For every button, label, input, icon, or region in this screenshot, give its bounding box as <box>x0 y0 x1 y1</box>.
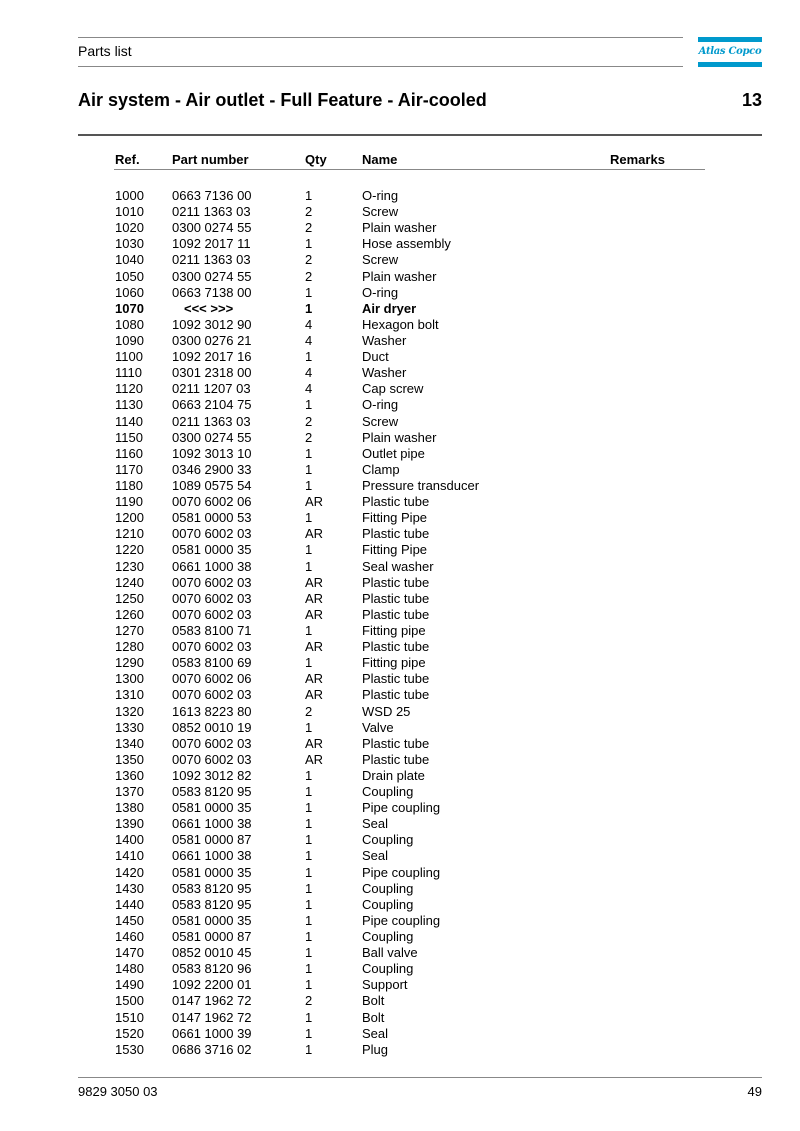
name-cell: Coupling <box>362 896 414 912</box>
qty-cell: 1 <box>305 848 313 864</box>
ref-cell: 1050 <box>115 268 144 284</box>
name-cell: Pressure transducer <box>362 477 480 493</box>
ref-cell: 1210 <box>115 526 144 542</box>
part-number-cell: 0661 1000 39 <box>172 1025 252 1041</box>
qty-cell: 4 <box>305 365 313 381</box>
ref-cell: 1040 <box>115 252 144 268</box>
part-number-cell: 1092 3012 90 <box>172 316 252 332</box>
qty-cell: AR <box>305 687 324 703</box>
table-row <box>0 993 800 1009</box>
qty-cell: 1 <box>305 188 313 203</box>
part-number-cell: 0661 1000 38 <box>172 816 252 832</box>
part-number-cell: 0300 0274 55 <box>172 268 252 284</box>
name-cell: Coupling <box>362 961 414 977</box>
part-number-cell: 0581 0000 87 <box>172 929 252 945</box>
qty-cell: 2 <box>305 703 313 719</box>
part-number-cell: 0583 8100 69 <box>172 655 252 671</box>
qty-cell: 1 <box>305 542 313 558</box>
table-row <box>0 220 800 236</box>
name-cell: Seal <box>362 848 389 864</box>
name-cell: Screw <box>362 252 399 268</box>
part-number-cell: 0211 1363 03 <box>172 204 251 220</box>
qty-cell: 4 <box>305 381 313 397</box>
table-row <box>0 365 800 381</box>
name-cell: Screw <box>362 413 399 429</box>
qty-cell: 1 <box>305 961 313 977</box>
qty-cell: 1 <box>305 349 313 365</box>
table-row <box>0 430 800 446</box>
qty-cell: 2 <box>305 413 313 429</box>
name-cell: Fitting pipe <box>362 622 426 638</box>
ref-cell: 1290 <box>115 655 144 671</box>
name-cell: Cap screw <box>362 381 424 397</box>
part-number-cell: 0070 6002 06 <box>172 671 252 687</box>
part-number-cell: 0852 0010 45 <box>172 945 252 961</box>
name-cell: Hose assembly <box>362 236 451 252</box>
ref-cell: 1060 <box>115 284 144 300</box>
qty-cell: 1 <box>305 300 313 316</box>
name-cell: Plain washer <box>362 429 437 445</box>
part-number-cell: 0211 1363 03 <box>172 252 251 268</box>
name-cell: Plug <box>362 1041 389 1057</box>
table-row <box>0 269 800 285</box>
table-row <box>0 414 800 430</box>
table-row <box>0 381 800 397</box>
table-row <box>0 542 800 558</box>
qty-cell: 4 <box>305 316 313 332</box>
table-row <box>0 526 800 542</box>
part-number-cell: 0581 0000 53 <box>172 510 252 526</box>
ref-cell: 1480 <box>115 961 144 977</box>
qty-cell: 1 <box>305 880 313 896</box>
qty-cell: AR <box>305 735 324 751</box>
table-row <box>0 607 800 623</box>
table-row <box>0 768 800 784</box>
table-row <box>0 559 800 575</box>
part-number-cell: 0583 8100 71 <box>172 622 252 638</box>
table-row <box>0 752 800 768</box>
qty-cell: AR <box>305 590 324 606</box>
footer-rule <box>78 1077 762 1078</box>
ref-cell: 1250 <box>115 590 144 606</box>
part-number-cell: 0147 1962 72 <box>172 993 252 1009</box>
part-number-cell: 0070 6002 03 <box>172 606 252 622</box>
name-cell: Coupling <box>362 832 414 848</box>
name-cell: Bolt <box>362 1009 385 1025</box>
ref-cell: 1460 <box>115 929 144 945</box>
name-cell: Plastic tube <box>362 639 430 655</box>
ref-cell: 1520 <box>115 1025 144 1041</box>
part-number-cell: 1089 0575 54 <box>172 477 252 493</box>
part-number-cell: 0301 2318 00 <box>172 365 252 381</box>
table-row <box>0 945 800 961</box>
name-cell: Seal washer <box>362 558 434 574</box>
qty-cell: 1 <box>305 558 313 574</box>
ref-cell: 1220 <box>115 542 144 558</box>
part-number-cell: 1092 2017 11 <box>172 236 251 252</box>
table-row <box>0 639 800 655</box>
name-cell: Plastic tube <box>362 687 430 703</box>
name-cell: Support <box>362 977 408 993</box>
table-row <box>0 317 800 333</box>
part-number-cell: 0852 0010 19 <box>172 719 252 735</box>
qty-cell: 1 <box>305 1041 313 1057</box>
ref-cell: 1070 <box>115 300 144 316</box>
header-label: Parts list <box>78 43 132 59</box>
qty-cell: 1 <box>305 397 313 413</box>
part-number-cell: 0346 2900 33 <box>172 461 252 477</box>
ref-cell: 1110 <box>115 365 142 381</box>
table-row <box>0 736 800 752</box>
ref-cell: 1170 <box>115 461 143 477</box>
ref-cell: 1260 <box>115 606 144 622</box>
table-row <box>0 397 800 413</box>
header-bottom-rule <box>78 66 683 67</box>
qty-cell: 1 <box>305 816 313 832</box>
qty-cell: AR <box>305 526 324 542</box>
ref-cell: 1000 <box>115 188 144 203</box>
part-number-cell: 0070 6002 03 <box>172 735 252 751</box>
name-cell: Duct <box>362 349 389 365</box>
ref-cell: 1280 <box>115 639 144 655</box>
ref-cell: 1410 <box>115 848 144 864</box>
table-row <box>0 301 800 317</box>
name-cell: Plain washer <box>362 220 437 236</box>
ref-cell: 1130 <box>115 397 143 413</box>
part-number-cell: 0070 6002 03 <box>172 526 252 542</box>
part-number-cell: <<< >>> <box>184 300 234 316</box>
part-number-cell: 0583 8120 95 <box>172 784 252 800</box>
qty-cell: 2 <box>305 252 313 268</box>
part-number-cell: 0300 0276 21 <box>172 332 252 348</box>
ref-cell: 1230 <box>115 558 144 574</box>
ref-cell: 1420 <box>115 864 144 880</box>
document-number: 9829 3050 03 <box>78 1084 158 1099</box>
ref-cell: 1300 <box>115 671 144 687</box>
column-header-part-number: Part number <box>172 152 249 167</box>
table-row <box>0 1026 800 1042</box>
part-number-cell: 0581 0000 35 <box>172 864 252 880</box>
title-rule <box>78 134 762 136</box>
name-cell: Fitting Pipe <box>362 510 428 526</box>
table-row <box>0 1042 800 1058</box>
table-row <box>0 349 800 365</box>
table-row <box>0 897 800 913</box>
table-row <box>0 236 800 252</box>
part-number-cell: 0147 1962 72 <box>172 1009 252 1025</box>
ref-cell: 1370 <box>115 784 144 800</box>
table-row <box>0 575 800 591</box>
part-number-cell: 0211 1207 03 <box>172 381 251 397</box>
qty-cell: 1 <box>305 896 313 912</box>
name-cell: Washer <box>362 365 407 381</box>
qty-cell: 1 <box>305 510 313 526</box>
name-cell: O-ring <box>362 397 399 413</box>
ref-cell: 1240 <box>115 574 144 590</box>
table-row <box>0 816 800 832</box>
qty-cell: 1 <box>305 461 313 477</box>
table-row <box>0 720 800 736</box>
part-number-cell: 0583 8120 96 <box>172 961 252 977</box>
ref-cell: 1350 <box>115 751 144 767</box>
name-cell: Plastic tube <box>362 606 430 622</box>
name-cell: WSD 25 <box>362 703 411 719</box>
name-cell: Pipe coupling <box>362 800 441 816</box>
column-header-qty: Qty <box>305 152 327 167</box>
qty-cell: 1 <box>305 977 313 993</box>
column-header-remarks: Remarks <box>610 152 665 167</box>
part-number-cell: 1092 2017 16 <box>172 349 252 365</box>
table-header-rule <box>114 169 705 170</box>
ref-cell: 1360 <box>115 767 144 783</box>
ref-cell: 1200 <box>115 510 144 526</box>
table-row <box>0 832 800 848</box>
qty-cell: 2 <box>305 429 313 445</box>
name-cell: Fitting pipe <box>362 655 426 671</box>
part-number-cell: 1613 8223 80 <box>172 703 252 719</box>
table-row <box>0 929 800 945</box>
name-cell: Plastic tube <box>362 735 430 751</box>
part-number-cell: 0663 7138 00 <box>172 284 252 300</box>
table-row <box>0 865 800 881</box>
ref-cell: 1310 <box>115 687 144 703</box>
name-cell: O-ring <box>362 188 399 203</box>
name-cell: Hexagon bolt <box>362 316 439 332</box>
name-cell: Plastic tube <box>362 574 430 590</box>
part-number-cell: 0661 1000 38 <box>172 848 252 864</box>
qty-cell: 1 <box>305 236 313 252</box>
table-row <box>0 671 800 687</box>
ref-cell: 1020 <box>115 220 144 236</box>
table-row <box>0 252 800 268</box>
qty-cell: 1 <box>305 800 313 816</box>
part-number-cell: 0300 0274 55 <box>172 220 252 236</box>
ref-cell: 1140 <box>115 413 143 429</box>
atlas-copco-logo <box>698 37 762 67</box>
name-cell: Air dryer <box>362 300 417 316</box>
ref-cell: 1270 <box>115 622 144 638</box>
part-number-cell: 0070 6002 03 <box>172 751 252 767</box>
logo-top-band <box>698 37 762 42</box>
name-cell: Screw <box>362 204 399 220</box>
table-row <box>0 204 800 220</box>
ref-cell: 1490 <box>115 977 144 993</box>
qty-cell: 1 <box>305 284 313 300</box>
qty-cell: 1 <box>305 622 313 638</box>
column-header-ref: Ref. <box>115 152 140 167</box>
section-number: 13 <box>741 90 762 110</box>
name-cell: Outlet pipe <box>362 445 425 461</box>
qty-cell: AR <box>305 639 324 655</box>
part-number-cell: 0583 8120 95 <box>172 880 252 896</box>
part-number-cell: 0581 0000 35 <box>172 912 252 928</box>
qty-cell: 1 <box>305 445 313 461</box>
page-number: 49 <box>747 1084 762 1099</box>
qty-cell: 1 <box>305 655 313 671</box>
ref-cell: 1430 <box>115 880 144 896</box>
name-cell: Clamp <box>362 461 400 477</box>
part-number-cell: 0581 0000 35 <box>172 800 252 816</box>
part-number-cell: 1092 3013 10 <box>172 445 252 461</box>
part-number-cell: 0581 0000 35 <box>172 542 252 558</box>
table-row <box>0 494 800 510</box>
qty-cell: AR <box>305 494 324 510</box>
qty-cell: 1 <box>305 929 313 945</box>
ref-cell: 1010 <box>115 204 144 220</box>
name-cell: Seal <box>362 1025 389 1041</box>
parts-table-body <box>0 188 800 1058</box>
table-row <box>0 881 800 897</box>
column-header-name: Name <box>362 152 398 167</box>
name-cell: O-ring <box>362 284 399 300</box>
qty-cell: 1 <box>305 864 313 880</box>
table-row <box>0 961 800 977</box>
name-cell: Coupling <box>362 929 414 945</box>
name-cell: Plastic tube <box>362 590 430 606</box>
ref-cell: 1090 <box>115 332 144 348</box>
qty-cell: AR <box>305 574 324 590</box>
table-row <box>0 1010 800 1026</box>
qty-cell: 1 <box>305 945 313 961</box>
qty-cell: 1 <box>305 832 313 848</box>
qty-cell: AR <box>305 751 324 767</box>
table-row <box>0 188 800 204</box>
ref-cell: 1530 <box>115 1041 144 1057</box>
name-cell: Washer <box>362 332 407 348</box>
table-row <box>0 687 800 703</box>
ref-cell: 1440 <box>115 896 144 912</box>
part-number-cell: 0070 6002 03 <box>172 687 252 703</box>
name-cell: Valve <box>362 719 394 735</box>
ref-cell: 1080 <box>115 316 144 332</box>
ref-cell: 1340 <box>115 735 144 751</box>
part-number-cell: 0663 7136 00 <box>172 188 252 203</box>
part-number-cell: 0070 6002 06 <box>172 494 252 510</box>
qty-cell: AR <box>305 606 324 622</box>
name-cell: Plastic tube <box>362 751 430 767</box>
table-row <box>0 655 800 671</box>
part-number-cell: 1092 3012 82 <box>172 767 252 783</box>
name-cell: Ball valve <box>362 945 418 961</box>
ref-cell: 1190 <box>115 494 143 510</box>
ref-cell: 1030 <box>115 236 144 252</box>
ref-cell: 1320 <box>115 703 144 719</box>
qty-cell: 4 <box>305 332 313 348</box>
name-cell: Fitting Pipe <box>362 542 428 558</box>
part-number-cell: 0583 8120 95 <box>172 896 252 912</box>
table-row <box>0 478 800 494</box>
qty-cell: 1 <box>305 719 313 735</box>
qty-cell: 2 <box>305 268 313 284</box>
qty-cell: 1 <box>305 1009 313 1025</box>
ref-cell: 1330 <box>115 719 144 735</box>
table-row <box>0 913 800 929</box>
part-number-cell: 0211 1363 03 <box>172 413 251 429</box>
part-number-cell: 0661 1000 38 <box>172 558 252 574</box>
ref-cell: 1180 <box>115 477 143 493</box>
name-cell: Plastic tube <box>362 526 430 542</box>
table-row <box>0 848 800 864</box>
ref-cell: 1390 <box>115 816 144 832</box>
name-cell: Plain washer <box>362 268 437 284</box>
name-cell: Coupling <box>362 880 414 896</box>
qty-cell: 1 <box>305 784 313 800</box>
name-cell: Coupling <box>362 784 414 800</box>
logo-wordmark: Atlas Copco <box>698 46 762 57</box>
ref-cell: 1500 <box>115 993 144 1009</box>
qty-cell: 2 <box>305 220 313 236</box>
logo-bottom-band <box>698 62 762 67</box>
ref-cell: 1160 <box>115 445 143 461</box>
name-cell: Drain plate <box>362 767 425 783</box>
ref-cell: 1150 <box>115 429 143 445</box>
qty-cell: 1 <box>305 477 313 493</box>
table-row <box>0 800 800 816</box>
table-row <box>0 784 800 800</box>
qty-cell: 2 <box>305 993 313 1009</box>
name-cell: Pipe coupling <box>362 912 441 928</box>
ref-cell: 1120 <box>115 381 143 397</box>
ref-cell: 1450 <box>115 912 144 928</box>
table-row <box>0 510 800 526</box>
table-row <box>0 623 800 639</box>
table-row <box>0 462 800 478</box>
table-row <box>0 333 800 349</box>
name-cell: Seal <box>362 816 389 832</box>
ref-cell: 1400 <box>115 832 144 848</box>
qty-cell: 1 <box>305 767 313 783</box>
part-number-cell: 0070 6002 03 <box>172 574 252 590</box>
qty-cell: 1 <box>305 912 313 928</box>
part-number-cell: 0300 0274 55 <box>172 429 252 445</box>
part-number-cell: 0070 6002 03 <box>172 590 252 606</box>
header-top-rule <box>78 37 683 38</box>
table-row <box>0 446 800 462</box>
page-title: Air system - Air outlet - Full Feature - Air-cooled <box>78 90 487 110</box>
qty-cell: 1 <box>305 1025 313 1041</box>
part-number-cell: 0070 6002 03 <box>172 639 252 655</box>
ref-cell: 1510 <box>115 1009 144 1025</box>
table-row <box>0 977 800 993</box>
qty-cell: 2 <box>305 204 313 220</box>
name-cell: Plastic tube <box>362 494 430 510</box>
table-row <box>0 285 800 301</box>
ref-cell: 1100 <box>115 349 143 365</box>
table-row <box>0 704 800 720</box>
name-cell: Pipe coupling <box>362 864 441 880</box>
part-number-cell: 0686 3716 02 <box>172 1041 252 1057</box>
ref-cell: 1470 <box>115 945 144 961</box>
part-number-cell: 0663 2104 75 <box>172 397 252 413</box>
name-cell: Bolt <box>362 993 385 1009</box>
ref-cell: 1380 <box>115 800 144 816</box>
part-number-cell: 1092 2200 01 <box>172 977 252 993</box>
table-row <box>0 591 800 607</box>
name-cell: Plastic tube <box>362 671 430 687</box>
part-number-cell: 0581 0000 87 <box>172 832 252 848</box>
qty-cell: AR <box>305 671 324 687</box>
